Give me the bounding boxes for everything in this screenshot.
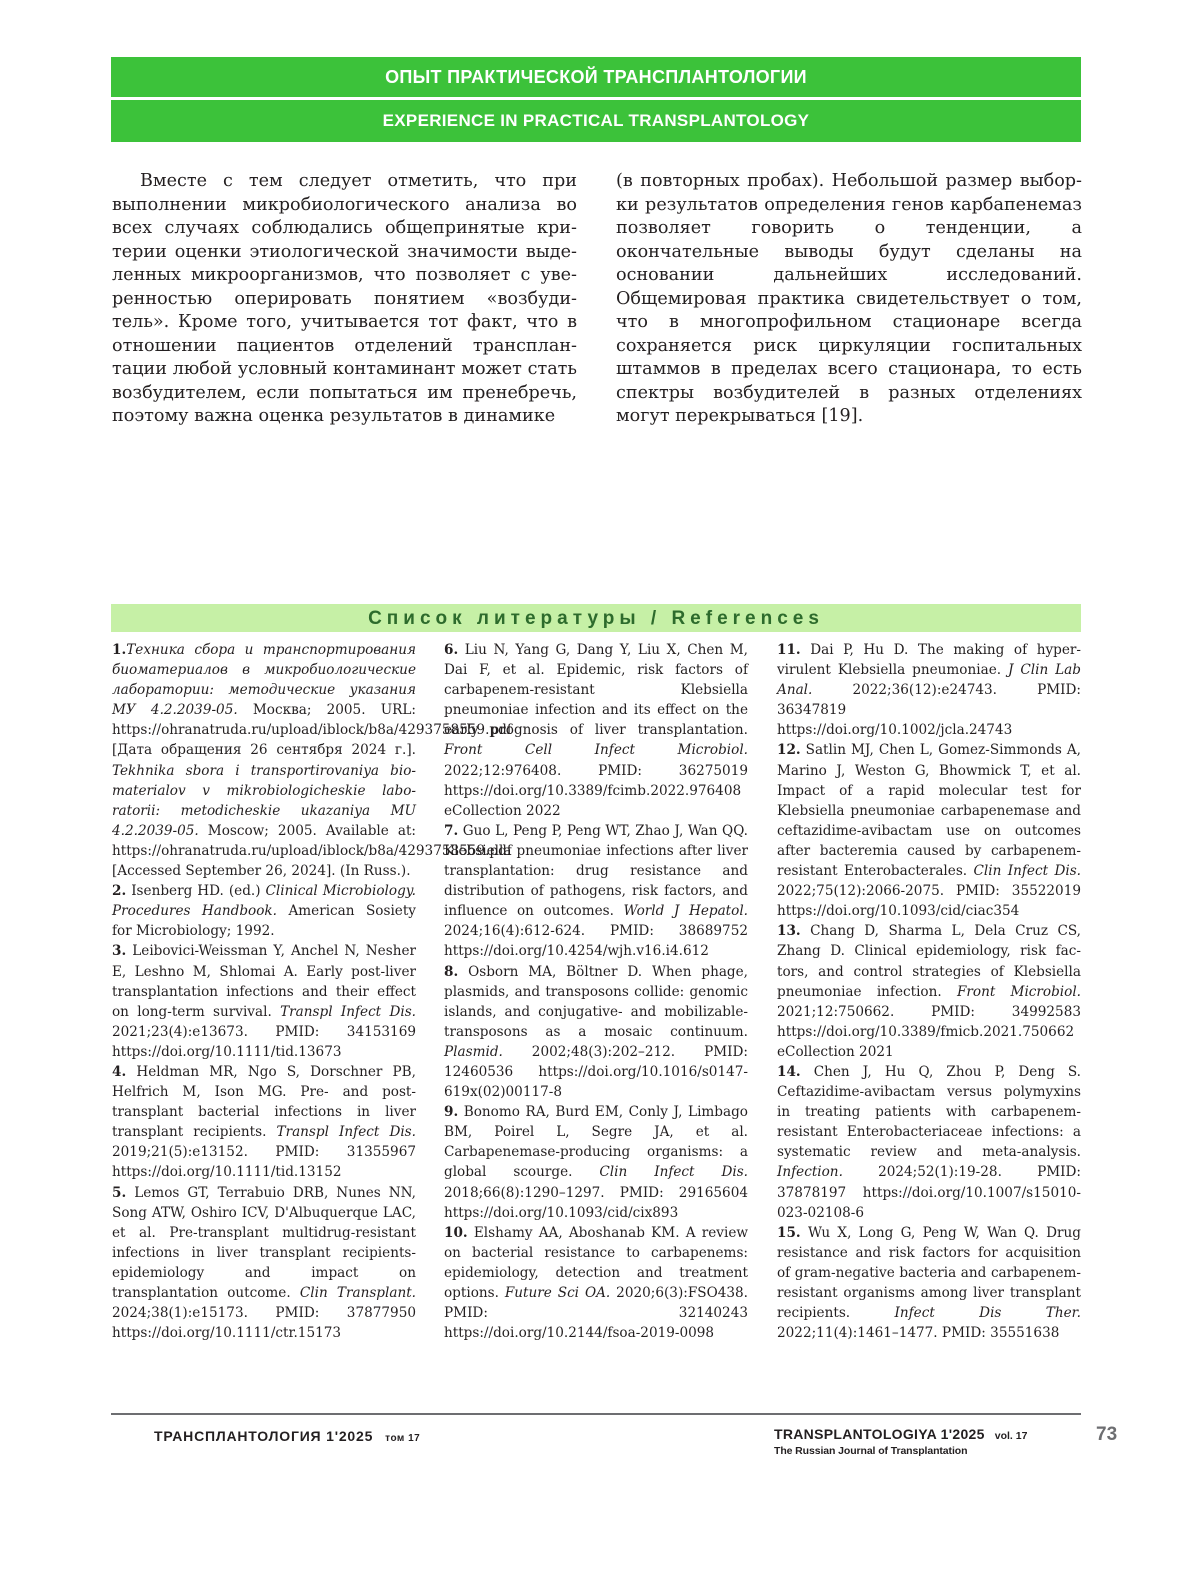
reference-item bbox=[444, 1223, 748, 1344]
references-column-3 bbox=[777, 640, 1081, 1343]
reference-number: 9. bbox=[444, 1104, 459, 1121]
footer-journal-en-subtitle: The Russian Journal of Transplantation bbox=[774, 1445, 968, 1457]
reference-number: 3. bbox=[112, 943, 127, 960]
reference-text: 2024;16(4):612-624. PMID: 38689752 https://doi.org/10.4254/wjh.v16.i4.612 bbox=[444, 923, 748, 960]
reference-italic: Future Sci OA. bbox=[504, 1285, 611, 1301]
reference-italic: Clin Infect Dis. bbox=[973, 863, 1081, 880]
section-title-ru: ОПЫТ ПРАКТИЧЕСКОЙ ТРАНСПЛАНТОЛОГИИ bbox=[111, 57, 1081, 97]
reference-italic: Infect Dis Ther. bbox=[894, 1305, 1081, 1322]
reference-number: 15. bbox=[777, 1224, 801, 1241]
reference-item bbox=[777, 1062, 1081, 1223]
reference-number: 10. bbox=[444, 1224, 468, 1241]
reference-italic: Clin Infect Dis. bbox=[599, 1164, 748, 1181]
reference-text: 2024;38(1):e15173. PMID: 37877950 https://doi.org/10.1111/ctr.15173 bbox=[112, 1305, 416, 1342]
reference-number: 12. bbox=[777, 742, 801, 759]
reference-text: 2018;66(8):1290–1297. PMID: 29165604 https://doi.org/10.1093/cid/cix893 bbox=[444, 1184, 748, 1221]
reference-item bbox=[444, 962, 748, 1103]
reference-italic: World J Hepatol. bbox=[623, 903, 748, 920]
reference-item bbox=[112, 881, 416, 941]
reference-item bbox=[444, 1102, 748, 1223]
reference-text: Bonomo RA, Burd EM, Conly J, Limbago BM, Poirel L, Segre JA, et al. Carbapenemase-producing organisms: a global scourge. bbox=[444, 1104, 748, 1181]
reference-text: Elshamy AA, Aboshanab KM. A review on bacterial resistance to carbapenems: epidemiology, detection and treatment options. bbox=[444, 1224, 748, 1301]
reference-number: 6. bbox=[444, 642, 459, 658]
reference-text: Moscow; 2005. Available at: https://ohranatruda.ru/upload/iblock/b8a/4293758559.pdf [Accessed September 26, 2024]. (In Russ.). bbox=[112, 822, 512, 880]
reference-number: 8. bbox=[444, 963, 459, 980]
references-column-2 bbox=[444, 640, 748, 1343]
reference-text: 2021;23(4):e13673. PMID: 34153169 https://doi.org/10.1111/tid.13673 bbox=[112, 1023, 416, 1060]
reference-item bbox=[444, 821, 748, 962]
reference-number: 4. bbox=[112, 1063, 127, 1080]
reference-text: 2022;75(12):2066-2075. PMID: 35522019 https://doi.org/10.1093/cid/ciac354 bbox=[777, 883, 1081, 920]
reference-text: Satlin MJ, Chen L, Gomez-Simmonds A, Marino J, Weston G, Bhowmick T, et al. Impact of a rapid molecular test for Klebsiella pneumoniae carbapenemase and ceftazidime-avibactam use on outcomes after bacteremia caused by carbapenem-resistant Enterobacterales. bbox=[777, 742, 1081, 880]
reference-text: Lemos GT, Terrabuio DRB, Nunes NN, Song ATW, Oshiro ICV, D'Albuquerque LAC, et al. Pre-transplant multidrug-resistant infections in liver transplant recipients-epidemiology and impact on transplantation outcome. bbox=[112, 1184, 416, 1301]
reference-text: Osborn MA, Böltner D. When phage, plasmids, and transposons collide: genomic islands, and conjugative- and mobilizable-transposons as a mosaic continuum. bbox=[444, 963, 748, 1040]
reference-item bbox=[777, 921, 1081, 1062]
body-column-left bbox=[112, 170, 577, 429]
reference-italic: Infection. bbox=[777, 1164, 843, 1181]
section-title-en: EXPERIENCE IN PRACTICAL TRANSPLANTOLOGY bbox=[111, 100, 1081, 142]
references-heading: Список литературы / References bbox=[111, 604, 1081, 632]
reference-number: 11. bbox=[777, 642, 801, 658]
reference-number: 7. bbox=[444, 822, 459, 839]
reference-number: 14. bbox=[777, 1063, 801, 1080]
body-paragraph-right: (в повторных пробах). Небольшой размер выборки результатов определения генов карбапенемаз позволяет говорить о тенденции, а окончательные выводы будут сделаны на основании дальнейших исследований. Общемировая практика свидетельствует о том, что в многопрофильном стационаре всегда сохраняется риск циркуляции госпитальных штаммов в пределах всего стационара, то есть спектры возбудителей в разных отделениях могут перекрываться [19]. bbox=[616, 171, 1082, 426]
reference-italic: Техника сбора и транспортирования биоматериалов в микробиологические лаборатории: методические указания МУ 4.2.2039-05. bbox=[112, 642, 416, 719]
footer-journal-ru-title: ТРАНСПЛАНТОЛОГИЯ 1'2025 bbox=[154, 1428, 374, 1444]
reference-item bbox=[112, 640, 512, 881]
reference-italic: Transpl Infect Dis. bbox=[280, 1003, 417, 1020]
reference-text: Wu X, Long G, Peng W, Wan Q. Drug resistance and risk factors for acquisition of gram-negative bacteria and carbapenem-resistant organisms among liver transplant recipients. bbox=[777, 1224, 1081, 1322]
footer-volume-en: vol. 17 bbox=[994, 1430, 1028, 1442]
reference-item bbox=[777, 740, 1081, 921]
body-paragraph-left: Вместе с тем следует отметить, что при выполнении микробиологического анализа во всех случаях соблюдались общепринятые критерии оценки этиологической значимости выделенных микроорганизмов, что позволяет с уверенностью оперировать понятием «возбудитель». Кроме того, учитывается тот факт, что в отношении пациентов отделений трансплантации любой условный контаминант может стать возбудителем, если попытаться им пренебречь, поэтому важна оценка результатов в динамике bbox=[112, 171, 577, 426]
reference-italic: Plasmid. bbox=[444, 1043, 503, 1060]
reference-text: Guo L, Peng P, Peng WT, Zhao J, Wan QQ. Klebsiella pneumoniae infections after liver transplantation: drug resistance and distribution of pathogens, risk factors, and influence on outcomes. bbox=[444, 822, 748, 920]
footer-journal-ru bbox=[154, 1428, 420, 1444]
reference-text: Москва; 2005. URL: https://ohranatruda.ru/upload/iblock/b8a/4293758559.pdf [Дата обращения 26 сентября 2024 г.]. bbox=[112, 702, 512, 759]
reference-text: 2022;11(4):1461–1477. PMID: 35551638 bbox=[777, 1325, 1060, 1342]
reference-text: Chang D, Sharma L, Dela Cruz CS, Zhang D. Clinical epidemiology, risk factors, and control strategies of Klebsiella pneumoniae infection. bbox=[777, 923, 1081, 1000]
reference-text: 2021;12:750662. PMID: 34992583 https://doi.org/10.3389/fmicb.2021.750662 eCollection 2021 bbox=[777, 1003, 1081, 1060]
reference-italic: J Clin Lab Anal. bbox=[777, 662, 1081, 699]
reference-text: Chen J, Hu Q, Zhou P, Deng S. Ceftazidime-avibactam versus polymyxins in treating patients with carbapenem-resistant Enterobacteriaceae infections: a systematic review and meta-analysis. bbox=[777, 1063, 1081, 1161]
reference-text: Heldman MR, Ngo S, Dorschner PB, Helfrich M, Ison MG. Pre- and post-transplant bacterial infections in liver transplant recipients. bbox=[112, 1063, 416, 1141]
reference-number: 2. bbox=[112, 883, 127, 900]
reference-italic: Tekhnika sbora i transportirovaniya biomaterialov v mikrobiologicheskie laboratorii: metodicheskie ukazaniya MU 4.2.2039-05. bbox=[112, 762, 416, 839]
reference-item bbox=[444, 640, 748, 821]
footer-rule bbox=[111, 1413, 1081, 1415]
reference-italic: Transpl Infect Dis. bbox=[276, 1124, 416, 1141]
reference-item bbox=[112, 1183, 416, 1344]
reference-item bbox=[777, 640, 1081, 740]
body-column-right bbox=[616, 170, 1082, 429]
page-number: 73 bbox=[1096, 1424, 1118, 1445]
reference-item bbox=[112, 941, 416, 1062]
reference-item bbox=[777, 1223, 1081, 1344]
reference-text: 2002;48(3):202–212. PMID: 12460536 https://doi.org/10.1016/s0147-619x(02)00117-8 bbox=[444, 1043, 748, 1101]
reference-text: 2024;52(1):19-28. PMID: 37878197 https://doi.org/10.1007/s15010-023-02108-6 bbox=[777, 1164, 1081, 1221]
reference-number: 5. bbox=[112, 1184, 127, 1201]
reference-text: 2022;36(12):e24743. PMID: 36347819 https://doi.org/10.1002/jcla.24743 bbox=[777, 682, 1081, 739]
reference-text: 2019;21(5):e13152. PMID: 31355967 https://doi.org/10.1111/tid.13152 bbox=[112, 1144, 416, 1181]
reference-text: Dai P, Hu D. The making of hypervirulent Klebsiella pneumoniae. bbox=[777, 642, 1081, 679]
reference-text: American Sosiety for Microbiology; 1992. bbox=[112, 903, 416, 940]
reference-item bbox=[112, 1062, 416, 1183]
reference-italic: Clinical Microbiology. Procedures Handbook. bbox=[112, 883, 416, 920]
reference-text: Liu N, Yang G, Dang Y, Liu X, Chen M, Dai F, et al. Epidemic, risk factors of carbapenem-resistant Klebsiella pneumoniae infection and its effect on the early prognosis of liver transplantation. bbox=[444, 642, 748, 739]
footer-journal-en-title: TRANSPLANTOLOGIYA 1'2025 bbox=[774, 1426, 985, 1442]
reference-text: 2020;6(3):FSO438. PMID: 32140243 https://doi.org/10.2144/fsoa-2019-0098 bbox=[444, 1285, 748, 1342]
reference-italic: Front Microbiol. bbox=[956, 983, 1081, 1000]
reference-text: 2022;12:976408. PMID: 36275019 https://doi.org/10.3389/fcimb.2022.976408 eCollection 2022 bbox=[444, 762, 748, 819]
reference-number: 1. bbox=[112, 642, 127, 658]
reference-text: Leibovici-Weissman Y, Anchel N, Nesher E, Leshno M, Shlomai A. Early post-liver transplantation infections and their effect on long-term survival. bbox=[112, 943, 416, 1020]
footer-volume-ru: том 17 bbox=[385, 1433, 421, 1444]
footer-journal-en bbox=[774, 1426, 1027, 1457]
reference-number: 13. bbox=[777, 923, 801, 940]
reference-italic: Front Cell Infect Microbiol. bbox=[444, 742, 748, 759]
reference-text: Isenberg HD. (ed.) bbox=[126, 883, 266, 900]
reference-italic: Clin Transplant. bbox=[299, 1285, 416, 1301]
